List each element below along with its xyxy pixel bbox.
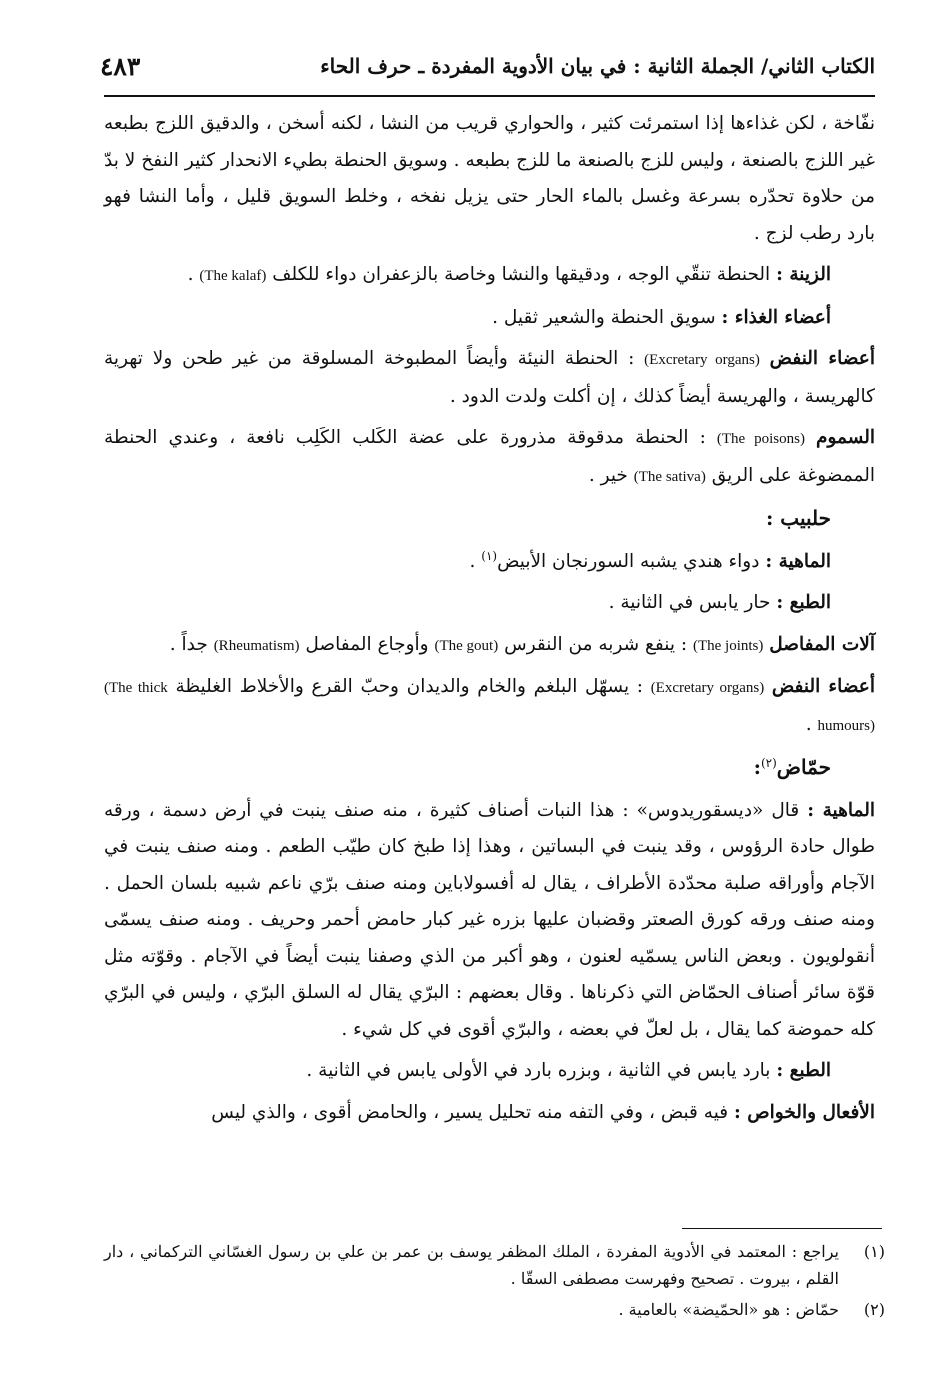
entry-label: أعضاء النفض [771,676,875,697]
paragraph-wheat-continued: نفّاخة ، لكن غذاءها إذا استمرئت كثير ، والحواري قريب من النشا ، لكنه أسخن ، والدقيق اللزج بطبعه غير اللزج بالصنعة ، وليس للزج بالصنعة ما للزج بطبعه . وسويق الحنطة بطيء الانحدار كثير النفخ لا بدّ من حلاوة تحدّره بسرعة وغسل بالماء الحار حتى يزيل نفخه ، وخلط السويق قليل ، وأما النشا فهو بارد رطب لزج . [104,113,875,244]
entry-label: الأفعال والخواص : [734,1101,875,1123]
entry-hummad-afal [104,1095,875,1132]
footnote-number: (١) [863,1242,885,1261]
heading-colon: : [753,755,761,779]
entry-mafasil [104,627,875,665]
latin-term: (The thick humours) [104,680,875,734]
entry-nafd-halbab [104,669,875,744]
entry-text: سويق الحنطة والشعير ثقيل . [492,306,716,328]
footnote-ref: (١) [481,548,498,563]
latin-term: (Excretary organs) [650,680,765,696]
entry-halbab-mahiya [104,544,875,581]
heading-halbab [104,500,875,539]
entry-hummad-tab [104,1053,875,1090]
running-title: الكتاب الثاني/ الجملة الثانية : في بيان الأدوية المفردة ـ حرف الحاء [320,54,875,78]
entry-hummad-mahiya [104,793,875,1049]
heading-hummad [104,749,875,788]
entry-label: السموم [816,427,876,448]
entry-label: الطبع : [776,1060,831,1081]
entry-end: . [187,264,194,285]
entry-ghidha [104,300,875,337]
entry-text: بارد يابس في الثانية ، وبزره بارد في الأولى يابس في الثانية . [306,1060,771,1081]
entry-end: خير . [588,464,628,486]
entry-label: آلات المفاصل [769,633,875,655]
section-heading: حمّاض [776,755,831,779]
entry-halbab-tab [104,585,875,622]
section-heading: حلبيب : [765,506,831,530]
entry-end: . [469,550,476,572]
footnote-text: حمّاض : هو «الحمّيضة» بالعامية . [618,1300,839,1319]
entry-text: الحنطة تنقّي الوجه ، ودقيقها والنشا وخاصة بالزعفران دواء للكلف [272,264,771,285]
header-divider [104,95,875,97]
latin-term: (Excretary organs) [644,352,760,368]
footnote-text: يراجع : المعتمد في الأدوية المفردة ، الملك المظفر يوسف بن عمر بن علي بن رسول الغسّاني التركماني ، دار القلم ، بيروت . تصحيح وفهرست مصطفى السقّا . [104,1242,839,1288]
running-header [100,46,875,86]
entry-text: فيه قبض ، وفي التفه منه تحليل يسير ، والحامض أقوى ، والذي ليس [211,1101,729,1123]
page-number: ٤٨٣ [100,51,141,81]
latin-term: (The gout) [434,637,499,654]
latin-term: (The joints) [692,637,764,654]
entry-label: الزينة : [776,264,831,285]
footnotes [104,1238,885,1327]
latin-term: (The kalaf) [199,268,267,284]
entry-label: أعضاء الغذاء : [721,306,831,328]
footnote-divider [682,1228,882,1229]
entry-text: : ينفع شربه من النقرس [504,633,688,655]
entry-end: . [805,713,812,735]
footnote [104,1296,885,1323]
footnote-ref: (٢) [760,755,777,770]
entry-label: أعضاء النفض [769,348,875,369]
entry-text: : يسهّل البلغم والخام والديدان وحبّ القرع والأخلاط الغليظة [175,676,644,697]
entry-label: الماهية : [765,550,831,572]
main-text [104,106,875,1136]
entry-label: الطبع : [776,592,831,613]
entry-sumum [104,420,875,495]
latin-term: (Rheumatism) [213,637,300,654]
entry-text: : الحنطة مدقوقة مذرورة على عضة الكَلب الكَلِب نافعة ، وعندي الحنطة الممضوغة على الريق [104,427,875,486]
entry-nafd-wheat [104,341,875,415]
latin-term: (The poisons) [716,431,805,447]
footnote [104,1238,885,1292]
entry-end: جداً . [169,633,208,655]
entry-text: حار يابس في الثانية . [608,592,771,613]
entry-label: الماهية : [807,799,875,821]
footnote-number: (٢) [863,1300,885,1319]
entry-text: وأوجاع المفاصل [305,633,429,655]
latin-term: (The sativa) [633,468,706,485]
entry-zeena [104,257,875,295]
entry-text: : الحنطة النيئة وأيضاً المطبوخة المسلوقة من غير طحن ولا تهرية كالهريسة ، والهريسة أيضاً كذلك ، إن أكلت ولدت الدود . [104,348,875,407]
entry-text: دواء هندي يشبه السورنجان الأبيض [497,550,760,572]
entry-text: قال «ديسقوريدوس» : هذا النبات أصناف كثيرة ، منه صنف ينبت في أرض دسمة ، ورقه طوال حادة الرؤوس ، وقد ينبت في البساتين ، وهذا إذا طبخ كان طيّب الطعم . ومنه صنف ينبت في الآجام وأوراقه صلبة محدّدة الأطراف ، يقال له أفسولاباين ومنه صنف برّي ناعم شبيه بلسان الحمل . ومنه صنف ورقه كورق الصعتر وقضبان عليها بزره غير كبار حامض أحمر وحريف . ومنه صنف يسمّى أنقولويون . وبعض الناس يسمّيه لعنون ، وهو أكبر من الذي وصفنا ينبت أيضاً في الآجام . وقوّته مثل قوّة سائر أصناف الحمّاض التي ذكرناها . وقال بعضهم : البرّي يقال له السلق البرّي ، وليس في البرّي كله حموضة كما يقال ، بل لعلّ في بعضه ، والبرّي أقوى في كل شيء . [104,799,875,1040]
